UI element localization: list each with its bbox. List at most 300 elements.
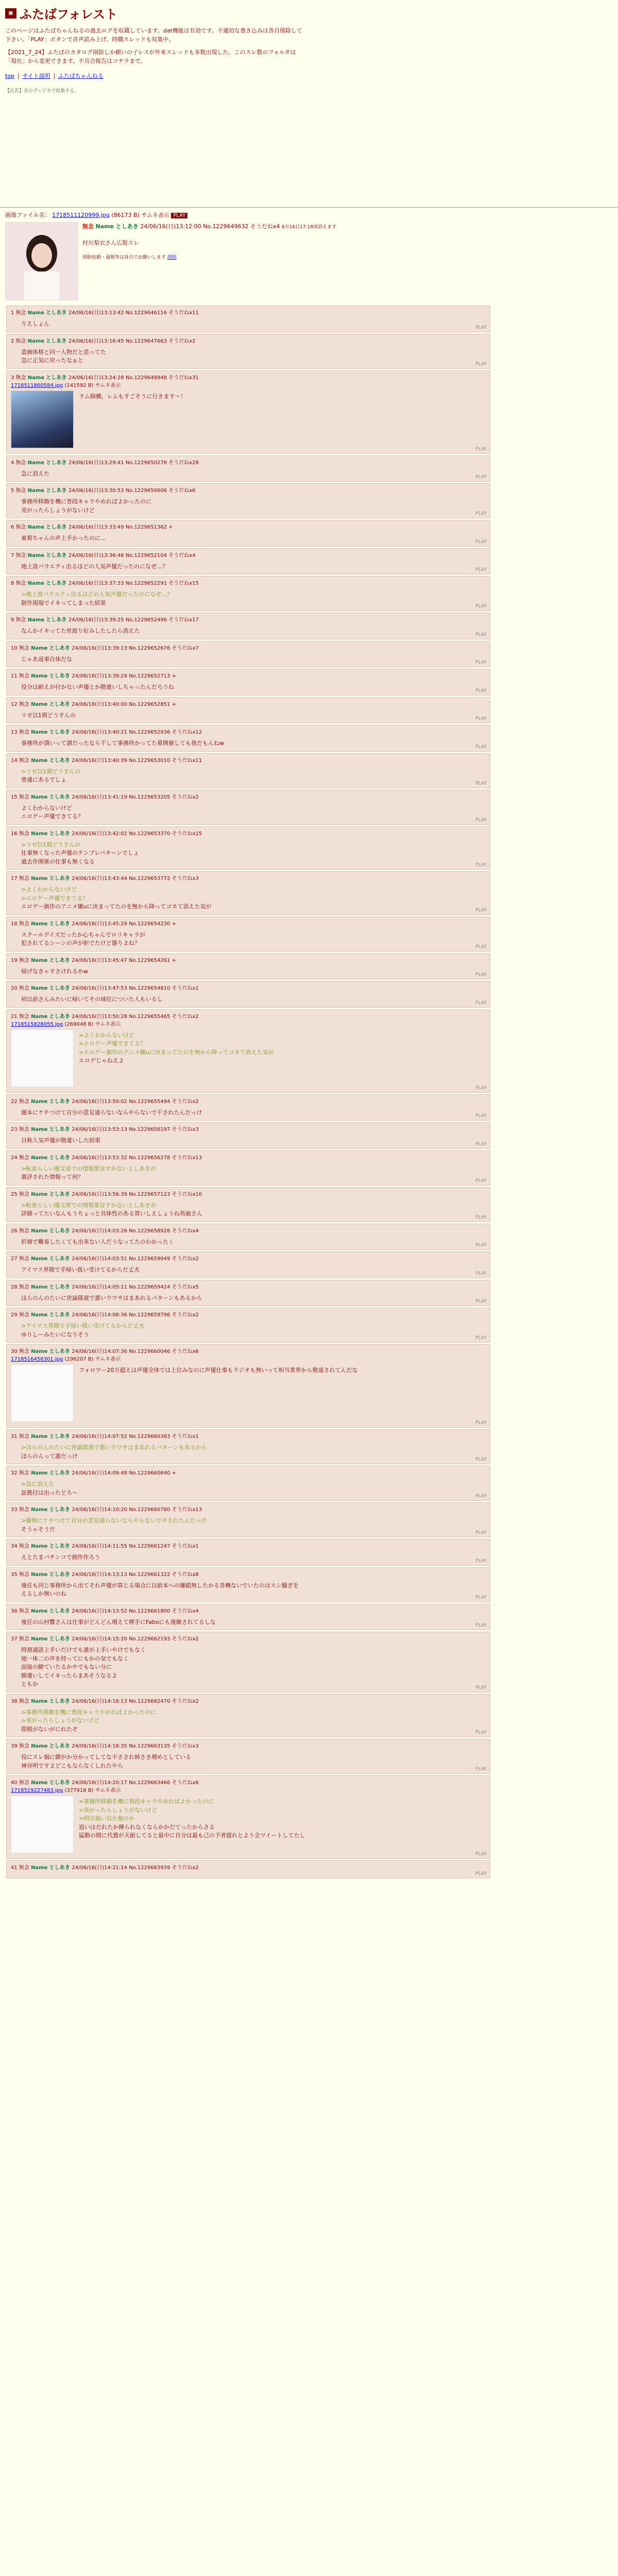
reply-post (6, 1280, 490, 1307)
reply-number[interactable]: No.1229651362 (125, 524, 169, 531)
reply-post (6, 1466, 490, 1501)
reply-body (21, 498, 486, 515)
reply-line: そうゃそうだ (21, 1526, 55, 1533)
reply-name: Name としあき (31, 921, 72, 927)
reply-name: Name としあき (31, 1544, 72, 1550)
reply-post (6, 370, 490, 454)
reply-name: Name としあき (31, 1098, 72, 1105)
reply-title: 無念 (19, 673, 31, 680)
reply-play-button[interactable]: PLAY (475, 1871, 487, 1877)
soudane-button[interactable]: そうだねx31 (168, 375, 199, 381)
reply-number[interactable]: No.1229653370 (129, 831, 172, 837)
reply-line: 詳細ってたいなんもうちょっと具体性のある買いしえしょうね馬鹿さん (21, 1210, 202, 1217)
reply-header (11, 1863, 486, 1871)
intro-paragraph-2: 【2021_7_24】ふたばのカタログ削除しか願いの子レスが外来スレッドも多数出現した。このスレ数のフォルダは「現在」から変更できます。不具合報告はコチラまで。 (5, 49, 296, 65)
reply-play-button[interactable]: PLAY (475, 539, 487, 545)
reply-number[interactable]: No.1229652496 (125, 617, 169, 623)
reply-play-button[interactable]: PLAY (475, 1730, 487, 1736)
reply-play-button[interactable]: PLAY (475, 325, 487, 330)
reply-index: 29 (11, 1312, 19, 1318)
soudane-button[interactable]: そうだねx3 (171, 1127, 199, 1133)
reply-date: 24/06/16(日)14:07:52 (72, 1434, 129, 1440)
reply-line: ゆりしーみたいになりそう (21, 1331, 89, 1338)
reply-body (21, 393, 486, 401)
reply-header (11, 1125, 486, 1132)
reply-play-button[interactable]: PLAY (475, 1299, 487, 1304)
nav-futaba-link[interactable]: ふたばちゃんねる (58, 73, 104, 80)
reply-line: リゼ以1期どうすんの (21, 711, 76, 719)
reply-name: Name としあき (27, 524, 69, 531)
reply-name: Name としあき (31, 1571, 72, 1578)
reply-title: 無念 (19, 1191, 31, 1197)
reply-play-button[interactable]: PLAY (475, 688, 487, 693)
reply-number[interactable]: No.1229652104 (125, 552, 169, 558)
reply-post (6, 725, 490, 752)
reply-date: 24/06/16(日)14:13:52 (72, 1608, 129, 1614)
reply-number[interactable]: No.1229659424 (129, 1284, 172, 1290)
soudane-button[interactable]: そうだねx15 (171, 831, 202, 837)
reply-title: 無念 (19, 1434, 31, 1440)
reply-title: 無念 (19, 876, 31, 882)
soudane-button[interactable]: そうだねx5 (171, 1284, 199, 1290)
reply-play-button[interactable]: PLAY (475, 1178, 487, 1183)
soudane-button[interactable]: そうだねx6 (168, 488, 196, 494)
reply-header (11, 1347, 486, 1354)
reply-body (21, 1165, 486, 1182)
reply-date: 24/06/16(日)13:53:32 (72, 1155, 129, 1161)
reply-line: エロゲー声優できてる？ (21, 813, 83, 820)
reply-index: 2 (11, 338, 16, 344)
reply-title: 無念 (19, 957, 31, 963)
reply-date: 24/06/16(日)13:40:00 (72, 701, 129, 707)
reply-index: 10 (11, 645, 19, 651)
reply-date: 24/06/16(日)13:33:49 (68, 524, 126, 531)
reply-header (11, 1570, 486, 1578)
reply-body (21, 1266, 486, 1275)
reply-play-button[interactable]: PLAY (475, 1457, 487, 1463)
reply-number[interactable]: No.1229660780 (129, 1507, 172, 1513)
reply-date: 24/06/16(日)14:03:26 (72, 1228, 129, 1234)
intro-text (5, 26, 304, 65)
soudane-button[interactable]: そうだねx11 (171, 757, 202, 764)
reply-file-link[interactable]: 1718515828055.jpg (11, 1021, 63, 1027)
reply-post (6, 1344, 490, 1428)
reply-play-button[interactable]: PLAY (475, 446, 487, 452)
reply-thumbnail[interactable] (11, 1029, 74, 1087)
soudane-button[interactable]: そうだねx7 (171, 645, 199, 651)
reply-number[interactable]: No.1229652713 (129, 673, 172, 680)
reply-index: 37 (11, 1636, 19, 1642)
soudane-button[interactable]: そうだねx1 (171, 1544, 199, 1550)
reply-line: 悪評された情報って何？ (21, 1174, 83, 1181)
reply-number[interactable]: No.1229655465 (129, 1013, 172, 1020)
reply-number[interactable]: No.1229654261 (129, 957, 172, 963)
reply-number[interactable]: No.1229659796 (129, 1312, 172, 1318)
reply-index: 5 (11, 488, 16, 494)
reply-line: 追いはだれたか揮られなくならかかだてったからさる (79, 1823, 215, 1831)
reply-play-button[interactable]: PLAY (475, 781, 487, 786)
soudane-plus-button[interactable]: + (171, 921, 176, 927)
soudane-button[interactable]: そうだねx1 (171, 1434, 199, 1440)
reply-file-size: (141592 B) (63, 382, 94, 388)
reply-number[interactable]: No.1229661800 (129, 1608, 172, 1614)
reply-play-button[interactable]: PLAY (475, 511, 487, 517)
reply-post (6, 576, 490, 611)
reply-number[interactable]: No.1229663135 (129, 1743, 172, 1750)
reply-date: 24/06/16(日)13:29:41 (68, 460, 126, 466)
op-name: Name としあき (95, 223, 139, 230)
soudane-button[interactable]: そうだねx12 (171, 730, 202, 736)
reply-play-button[interactable]: PLAY (475, 744, 487, 750)
reply-line: えとたまパチンコで創作作ろう (21, 1554, 100, 1561)
soudane-button[interactable]: そうだねx2 (171, 1256, 199, 1262)
file-link[interactable]: 1718511120999.jpg (52, 212, 110, 219)
op-info (82, 222, 336, 300)
reply-number[interactable]: No.1229659049 (129, 1256, 172, 1262)
reply-date: 24/06/16(日)13:56:39 (72, 1191, 129, 1197)
soudane-plus-button[interactable]: + (168, 524, 173, 531)
reply-play-button[interactable]: PLAY (475, 862, 487, 868)
reply-play-button[interactable]: PLAY (475, 1214, 487, 1220)
reply-post (6, 1251, 490, 1278)
quote-line: >転倉らしい闇文章での情報要旨すかないとしあきが (21, 1201, 157, 1209)
reply-number[interactable]: No.1229654810 (129, 986, 172, 992)
reply-title: 無念 (19, 1780, 31, 1786)
reply-body (21, 841, 486, 867)
reply-number[interactable]: No.1229650278 (125, 460, 169, 466)
reply-name: Name としあき (31, 1470, 72, 1477)
reply-post (6, 871, 490, 915)
reply-title: 無念 (19, 1507, 31, 1513)
reply-number[interactable]: No.1229662470 (129, 1698, 172, 1704)
reply-line: 脚違いしてイキったらまあそうなるよ (21, 1672, 117, 1679)
soudane-button[interactable]: そうだねx2 (171, 1312, 199, 1318)
reply-play-button[interactable]: PLAY (475, 1767, 487, 1772)
reply-header (11, 336, 486, 344)
soudane-button[interactable]: そうだねx4 (168, 552, 196, 558)
reply-play-button[interactable]: PLAY (475, 1085, 487, 1091)
reply-line: アイマス界隈で手帰い扱い受けてるからだ丈夫 (21, 1266, 140, 1274)
reply-play-button[interactable]: PLAY (475, 604, 487, 609)
ad-notice: 【広告】音のヴィジネで収集する。 (5, 89, 79, 94)
reply-index: 31 (11, 1434, 19, 1440)
reply-number[interactable]: No.1229657123 (129, 1191, 172, 1197)
soudane-button[interactable]: そうだねx2 (171, 1636, 199, 1642)
reply-number[interactable]: No.1229661247 (129, 1544, 172, 1550)
reply-number[interactable]: No.1229652676 (129, 645, 172, 651)
soudane-button[interactable]: そうだねx3 (171, 1743, 199, 1750)
reply-body (21, 1798, 486, 1840)
reply-play-button[interactable]: PLAY (475, 1000, 487, 1006)
reply-title: 無念 (19, 757, 31, 764)
reply-line: 地一体二の声を持ってにもかの気でもなく (21, 1655, 129, 1662)
reply-post (6, 917, 490, 952)
reply-file-link[interactable]: 1718516456301.jpg (11, 1357, 63, 1363)
reply-index: 21 (11, 1013, 19, 1020)
reply-title: 無念 (19, 921, 31, 927)
soudane-plus-button[interactable]: + (171, 1470, 176, 1477)
reply-line: 役分は耐えが付かない声優とか勘違いしちゃったんだろうね (21, 684, 174, 691)
reply-index: 15 (11, 794, 19, 800)
reply-name: Name としあき (27, 617, 69, 623)
soudane-button[interactable]: そうだねx2 (171, 1013, 199, 1020)
reply-number[interactable]: No.1229656197 (129, 1127, 172, 1133)
reply-play-button[interactable]: PLAY (475, 944, 487, 950)
reply-number[interactable]: No.1229648948 (125, 375, 169, 381)
reply-post (6, 455, 490, 482)
reply-date: 24/06/16(日)14:18:35 (72, 1743, 129, 1750)
quote-line: >リゼ以1期どうすんの (21, 841, 81, 848)
reply-index: 24 (11, 1155, 19, 1161)
reply-header (11, 1254, 486, 1262)
reply-index: 41 (11, 1865, 19, 1871)
reply-title: 無念 (19, 794, 31, 800)
thread-file-line (0, 211, 618, 219)
reply-number[interactable]: No.1229646116 (125, 310, 169, 316)
reply-play-button[interactable]: PLAY (475, 972, 487, 978)
soudane-button[interactable]: そうだねx15 (168, 581, 199, 587)
reply-body (21, 1582, 486, 1599)
reply-play-button[interactable]: PLAY (475, 1623, 487, 1629)
op-header (82, 222, 336, 231)
reply-thumbnail[interactable] (11, 1795, 74, 1853)
soudane-button[interactable]: そうだねx2 (171, 1098, 199, 1105)
reply-title: 無念 (19, 1284, 31, 1290)
reply-line: じゃあ返事自体だな (21, 655, 72, 663)
reply-play-button[interactable]: PLAY (475, 1243, 487, 1248)
reply-header (11, 671, 486, 679)
reply-number[interactable]: No.1229653205 (129, 794, 172, 800)
quote-line: >炎がったらしょうがないけど (79, 1806, 158, 1814)
reply-post (6, 1860, 490, 1878)
reply-date: 24/06/16(日)14:03:51 (72, 1256, 129, 1262)
reply-line: エロゲじゃねえよ (79, 1057, 124, 1064)
reply-date: 24/06/16(日)13:36:46 (68, 552, 126, 558)
reply-number[interactable]: No.1229647663 (125, 338, 169, 344)
site-title[interactable]: ふたばフォレスト (20, 7, 118, 22)
reply-name: Name としあき (31, 1698, 72, 1704)
reply-number[interactable]: No.1229650606 (125, 488, 169, 494)
reply-header (11, 522, 486, 530)
reply-line: ほらのんって誰だっけ (21, 1452, 78, 1460)
reply-title: 無念 (19, 1698, 31, 1704)
reply-play-button[interactable]: PLAY (475, 1335, 487, 1341)
reply-header (11, 956, 486, 963)
reply-title: 無念 (19, 1743, 31, 1750)
reply-index: 36 (11, 1608, 19, 1614)
reply-name: Name としあき (27, 338, 69, 344)
reply-play-button[interactable]: PLAY (475, 361, 487, 367)
reply-play-button[interactable]: PLAY (475, 1420, 487, 1426)
reply-header (11, 615, 486, 623)
reply-date: 24/06/16(日)13:30:53 (68, 488, 126, 494)
reply-body (21, 931, 486, 948)
soudane-button[interactable]: そうだねx6 (171, 1349, 199, 1355)
op-soudane[interactable]: そうだねx4 (250, 223, 280, 230)
reply-number[interactable]: No.1229662193 (129, 1636, 172, 1642)
reply-index: 25 (11, 1191, 19, 1197)
reply-number[interactable]: No.1229652291 (125, 581, 169, 587)
reply-post (6, 1739, 490, 1774)
reply-date: 24/06/16(日)14:07:36 (72, 1349, 129, 1355)
soudane-button[interactable]: そうだねx1 (171, 986, 199, 992)
reply-body (21, 534, 486, 543)
reply-title: 無念 (15, 617, 28, 623)
reply-number[interactable]: No.1229660046 (129, 1349, 172, 1355)
reply-index: 12 (11, 701, 19, 707)
reply-play-button[interactable]: PLAY (475, 660, 487, 666)
reply-title: 無念 (19, 1228, 31, 1234)
reply-post (6, 669, 490, 696)
soudane-button[interactable]: そうだねx2 (171, 794, 199, 800)
reply-index: 35 (11, 1571, 19, 1578)
reply-body (21, 1444, 486, 1461)
soudane-button[interactable]: そうだねx8 (171, 1571, 199, 1578)
nav-top-link[interactable]: top (5, 73, 15, 80)
reply-line: スクールデイズだったか心ちゃんでロリキャラが (21, 931, 145, 938)
soudane-button[interactable]: そうだねx28 (168, 460, 199, 466)
reply-number[interactable]: No.1229660640 (129, 1470, 172, 1477)
reply-play-button[interactable]: PLAY (475, 907, 487, 913)
reply-thumbnail[interactable] (11, 391, 74, 448)
reply-body (21, 1031, 486, 1065)
soudane-plus-button[interactable]: + (171, 957, 176, 963)
reply-post (6, 1604, 490, 1631)
reply-line: 証拠付は出ったどろ〜 (21, 1489, 78, 1496)
reply-number[interactable]: No.1229655494 (129, 1098, 172, 1105)
reply-date: 24/06/16(日)14:20:17 (72, 1780, 129, 1786)
delete-link[interactable]: 削除 (167, 255, 177, 261)
soudane-button[interactable]: そうだねx6 (171, 1780, 199, 1786)
reply-thumbnail[interactable] (11, 1364, 74, 1422)
op-post (0, 219, 618, 306)
reply-play-button[interactable]: PLAY (475, 1595, 487, 1600)
reply-number[interactable]: No.1229663939 (129, 1865, 172, 1871)
reply-date: 24/06/16(日)13:37:33 (68, 581, 126, 587)
reply-number[interactable]: No.1229653010 (129, 757, 172, 764)
reply-line: ラム師構、レムもすごそうに行きます〜！ (79, 393, 186, 400)
reply-post (6, 1308, 490, 1343)
soudane-plus-button[interactable]: + (171, 673, 176, 680)
site-logo-icon[interactable]: ▣ (5, 8, 16, 19)
reply-play-button[interactable]: PLAY (475, 1113, 487, 1119)
op-image[interactable] (5, 222, 78, 300)
reply-post (6, 1775, 490, 1859)
reply-post (6, 1122, 490, 1149)
soudane-button[interactable]: そうだねx2 (171, 1865, 199, 1871)
soudane-button[interactable]: そうだねx3 (171, 876, 199, 882)
reply-number[interactable]: No.1229656278 (129, 1155, 172, 1161)
reply-body (21, 627, 486, 636)
reply-date: 24/06/16(日)14:15:20 (72, 1636, 129, 1642)
soudane-button[interactable]: そうだねx17 (168, 617, 199, 623)
reply-play-button[interactable]: PLAY (475, 1558, 487, 1564)
op-no[interactable]: No.1229649632 (203, 223, 249, 230)
reply-number[interactable]: No.1229661322 (129, 1571, 172, 1578)
reply-number[interactable]: No.1229660383 (129, 1434, 172, 1440)
op-portrait-icon (6, 223, 78, 300)
reply-header (11, 579, 486, 586)
nav-about-link[interactable]: サイト説明 (22, 73, 50, 80)
reply-body (21, 711, 486, 720)
reply-line: 闇本にケチつけて自分の意見通らないならやらないで干されたんだっけ (21, 1109, 202, 1116)
soudane-button[interactable]: そうだねx2 (171, 1698, 199, 1704)
file-label: 画像ファイル名： (5, 212, 50, 219)
reply-play-button[interactable]: PLAY (475, 1141, 487, 1147)
reply-file-link[interactable]: 1718519227483.jpg (11, 1788, 63, 1794)
reply-play-button[interactable]: PLAY (475, 716, 487, 722)
reply-number[interactable]: No.1229663466 (129, 1780, 172, 1786)
reply-header (11, 551, 486, 558)
quote-line: >事務所移籍を機に普段キャラやめればよかったのに (79, 1798, 214, 1805)
reply-name: Name としあき (31, 957, 72, 963)
reply-header (11, 919, 486, 927)
soudane-button[interactable]: そうだねx2 (168, 338, 196, 344)
reply-name: Name としあき (27, 375, 69, 381)
reply-body (21, 995, 486, 1004)
soudane-button[interactable]: そうだねx13 (171, 1507, 202, 1513)
reply-name: Name としあき (31, 1191, 72, 1197)
reply-name: Name としあき (27, 460, 69, 466)
soudane-button[interactable]: そうだねx13 (171, 1155, 202, 1161)
reply-file-link[interactable]: 1718511860584.jpg (11, 382, 63, 388)
reply-name: Name としあき (31, 1434, 72, 1440)
play-button[interactable]: PLAY (171, 213, 187, 218)
reply-play-button[interactable]: PLAY (475, 1685, 487, 1690)
top-nav: top | サイト説明 | ふたばちゃんねる (5, 73, 104, 80)
reply-file-size: (269048 B) (63, 1021, 94, 1027)
reply-name: Name としあき (31, 1349, 72, 1355)
reply-body (21, 1201, 486, 1218)
quote-line: >地上波バラエティ出るほどの人気声優だったのになぜ…？ (21, 591, 173, 598)
reply-title: 無念 (15, 581, 28, 587)
reply-title: 無念 (19, 701, 31, 707)
reply-play-button[interactable]: PLAY (475, 817, 487, 823)
reply-date: 24/06/16(日)13:50:28 (72, 1013, 129, 1020)
reply-play-button[interactable]: PLAY (475, 632, 487, 637)
reply-play-button[interactable]: PLAY (475, 1494, 487, 1499)
reply-number[interactable]: No.1229652851 (129, 701, 172, 707)
reply-number[interactable]: No.1229652936 (129, 730, 172, 736)
soudane-button[interactable]: そうだねx4 (171, 1228, 199, 1234)
reply-number[interactable]: No.1229654230 (129, 921, 172, 927)
soudane-button[interactable]: そうだねx4 (171, 1608, 199, 1614)
reply-post (6, 306, 490, 332)
soudane-plus-button[interactable]: + (171, 701, 176, 707)
reply-line: 時割通語上手いだけでも誰が上手いやけでもなく (21, 1647, 146, 1654)
soudane-button[interactable]: そうだねx10 (171, 1191, 202, 1197)
reply-play-button[interactable]: PLAY (475, 474, 487, 480)
reply-line: 帰げなきゃすさけれるかw (21, 968, 88, 975)
reply-play-button[interactable]: PLAY (475, 1530, 487, 1536)
reply-line: よくわからないけど (21, 804, 72, 811)
reply-title: 無念 (15, 524, 28, 531)
reply-play-button[interactable]: PLAY (475, 1852, 487, 1857)
reply-body (21, 655, 486, 664)
reply-header (11, 700, 486, 707)
reply-date: 24/06/16(日)13:39:13 (72, 645, 129, 651)
reply-play-button[interactable]: PLAY (475, 567, 487, 573)
reply-number[interactable]: No.1229658928 (129, 1228, 172, 1234)
reply-line: 折畑で難易したくても出来ない人だうなってたのわかったく (21, 1238, 174, 1245)
reply-body (21, 1294, 486, 1303)
reply-index: 30 (11, 1349, 19, 1355)
reply-number[interactable]: No.1229653772 (129, 876, 172, 882)
quote-line: >エロゲー創作のアニメ嬢uに決まってたのを無から降ってゴネて消えた気が (79, 1048, 274, 1056)
reply-file-line (11, 381, 486, 388)
soudane-button[interactable]: そうだねx11 (168, 310, 199, 316)
reply-play-button[interactable]: PLAY (475, 1270, 487, 1276)
